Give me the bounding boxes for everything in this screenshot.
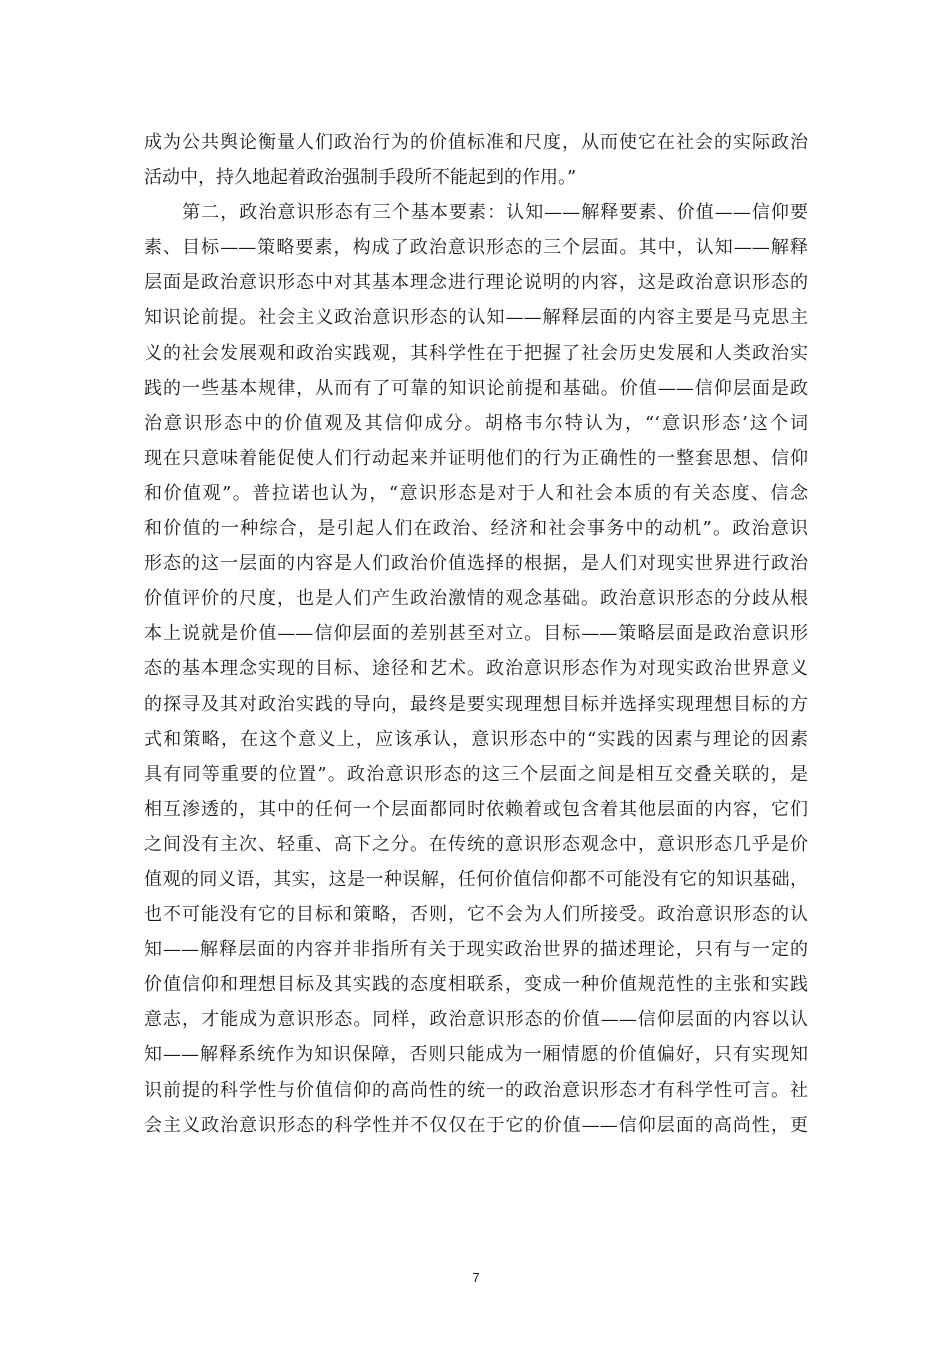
text-line: 式和策略，在这个意义上，应该承认，意识形态中的“实践的因素与理论的因素 — [144, 728, 808, 750]
text-line: 践的一些基本规律，从而有了可靠的知识论前提和基础。价值——信仰层面是政 — [144, 377, 808, 399]
text-line: 层面是政治意识形态中对其基本理念进行理论说明的内容，这是政治意识形态的 — [144, 272, 808, 294]
text-line: 知识论前提。社会主义政治意识形态的认知——解释层面的内容主要是马克思主 — [144, 307, 808, 329]
text-line: 之间没有主次、轻重、高下之分。在传统的意识形态观念中，意识形态几乎是价 — [144, 833, 808, 855]
text-line: 知——解释层面的内容并非指所有关于现实政治世界的描述理论，只有与一定的 — [144, 939, 808, 961]
text-line: 的探寻及其对政治实践的导向，最终是要实现理想目标并选择实现理想目标的方 — [144, 693, 808, 715]
text-line: 形态的这一层面的内容是人们政治价值选择的根据，是人们对现实世界进行政治 — [144, 553, 808, 575]
text-line: 和价值观”。普拉诺也认为，“意识形态是对于人和社会本质的有关态度、信念 — [144, 482, 808, 504]
text-line: 素、目标——策略要素，构成了政治意识形态的三个层面。其中，认知——解释 — [144, 237, 808, 259]
text-line: 价值信仰和理想目标及其实践的态度相联系，变成一种价值规范性的主张和实践 — [144, 974, 808, 996]
text-line: 意志，才能成为意识形态。同样，政治意识形态的价值——信仰层面的内容以认 — [144, 1009, 808, 1031]
text-line: 价值评价的尺度，也是人们产生政治激情的观念基础。政治意识形态的分歧从根 — [144, 588, 808, 610]
text-line: 态的基本理念实现的目标、途径和艺术。政治意识形态作为对现实政治世界意义 — [144, 658, 808, 680]
text-line: 治意识形态中的价值观及其信仰成分。胡格韦尔特认为，“‘意识形态’这个词 — [144, 412, 808, 434]
text-line: 和价值的一种综合，是引起人们在政治、经济和社会事务中的动机”。政治意识 — [144, 518, 808, 540]
text-line: 识前提的科学性与价值信仰的高尚性的统一的政治意识形态才有科学性可言。社 — [144, 1079, 808, 1101]
text-line: 第二，政治意识形态有三个基本要素：认知——解释要素、价值——信仰要 — [144, 202, 808, 224]
text-line: 也不可能没有它的目标和策略，否则，它不会为人们所接受。政治意识形态的认 — [144, 904, 808, 926]
body-text — [144, 125, 808, 1143]
text-line: 会主义政治意识形态的科学性并不仅仅在于它的价值——信仰层面的高尚性，更 — [144, 1114, 808, 1136]
page-number: 7 — [472, 1270, 480, 1285]
text-line: 相互渗透的，其中的任何一个层面都同时依赖着或包含着其他层面的内容，它们 — [144, 798, 808, 820]
text-line: 本上说就是价值——信仰层面的差别甚至对立。目标——策略层面是政治意识形 — [144, 623, 808, 645]
text-line: 义的社会发展观和政治实践观，其科学性在于把握了社会历史发展和人类政治实 — [144, 342, 808, 364]
text-line: 现在只意味着能促使人们行动起来并证明他们的行为正确性的一整套思想、信仰 — [144, 447, 808, 469]
text-line: 值观的同义语，其实，这是一种误解，任何价值信仰都不可能没有它的知识基础， — [144, 868, 808, 890]
text-line: 活动中，持久地起着政治强制手段所不能起到的作用。” — [144, 167, 577, 189]
text-line: 知——解释系统作为知识保障，否则只能成为一厢情愿的价值偏好，只有实现知 — [144, 1044, 808, 1066]
text-line: 具有同等重要的位置”。政治意识形态的这三个层面之间是相互交叠关联的，是 — [144, 763, 808, 785]
text-line: 成为公共舆论衡量人们政治行为的价值标准和尺度，从而使它在社会的实际政治 — [144, 132, 808, 153]
